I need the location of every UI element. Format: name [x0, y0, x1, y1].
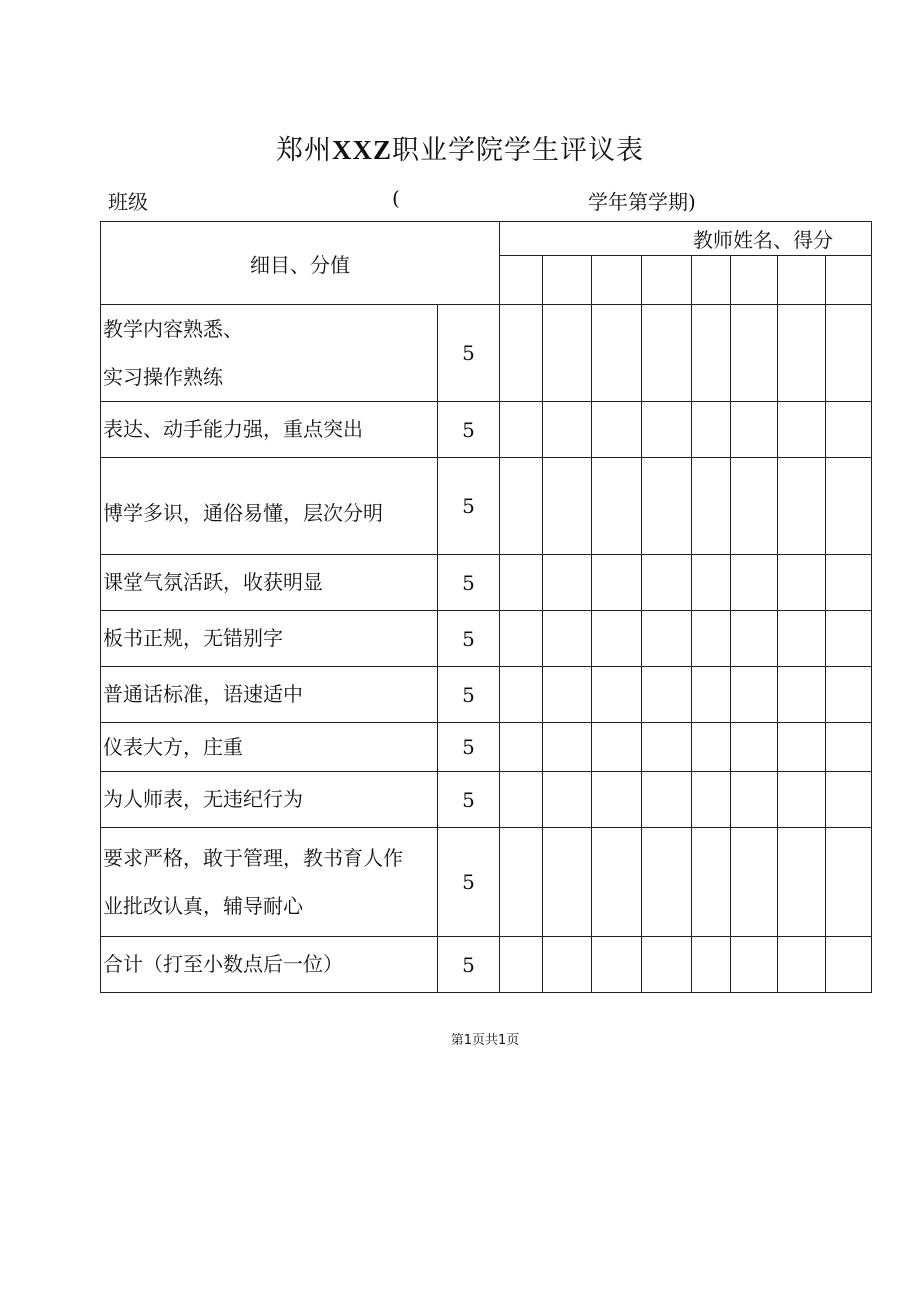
- item-cell: 课堂气氛活跃，收获明显: [101, 555, 438, 611]
- grade-cell[interactable]: [826, 555, 872, 611]
- grade-cell[interactable]: [543, 458, 592, 555]
- grade-cell[interactable]: [500, 667, 543, 723]
- grade-cell[interactable]: [592, 611, 642, 667]
- grade-cell[interactable]: [692, 402, 731, 458]
- total-item-cell: 合计（打至小数点后一位）: [101, 937, 438, 993]
- table-row: [101, 667, 872, 723]
- grade-cell[interactable]: [731, 458, 778, 555]
- teacher-name-cell[interactable]: [592, 256, 642, 305]
- grade-cell[interactable]: [543, 402, 592, 458]
- grade-cell[interactable]: [642, 402, 692, 458]
- page-number: 第1页共1页: [450, 1033, 520, 1048]
- score-cell: 5: [438, 305, 500, 402]
- score-cell: 5: [438, 555, 500, 611]
- grade-cell[interactable]: [500, 828, 543, 937]
- grade-cell[interactable]: [826, 667, 872, 723]
- item-cell: 板书正规，无错别字: [101, 611, 438, 667]
- grade-cell[interactable]: [592, 402, 642, 458]
- score-cell: 5: [438, 458, 500, 555]
- grade-cell[interactable]: [692, 937, 731, 993]
- grade-cell[interactable]: [731, 828, 778, 937]
- item-cell: 博学多识，通俗易懂，层次分明: [101, 458, 438, 555]
- grade-cell[interactable]: [692, 772, 731, 828]
- grade-cell[interactable]: [731, 723, 778, 772]
- grade-cell[interactable]: [642, 937, 692, 993]
- table-row: [101, 772, 872, 828]
- grade-cell[interactable]: [692, 723, 731, 772]
- grade-cell[interactable]: [642, 723, 692, 772]
- grade-cell[interactable]: [642, 305, 692, 402]
- grade-cell[interactable]: [642, 828, 692, 937]
- grade-cell[interactable]: [543, 723, 592, 772]
- table-row: [101, 828, 872, 937]
- teacher-name-cell[interactable]: [543, 256, 592, 305]
- grade-cell[interactable]: [692, 611, 731, 667]
- grade-cell[interactable]: [826, 937, 872, 993]
- term-label: 学年第学期): [588, 190, 696, 214]
- grade-cell[interactable]: [543, 611, 592, 667]
- grade-cell[interactable]: [778, 555, 826, 611]
- evaluation-table: [100, 221, 872, 993]
- grade-cell[interactable]: [731, 305, 778, 402]
- term-paren-open: (: [392, 186, 400, 210]
- table-row-total: [101, 937, 872, 993]
- grade-cell[interactable]: [778, 828, 826, 937]
- score-cell: 5: [438, 723, 500, 772]
- table-row: [101, 402, 872, 458]
- teacher-name-cell[interactable]: [692, 256, 731, 305]
- grade-cell[interactable]: [778, 402, 826, 458]
- table-row: [101, 611, 872, 667]
- grade-cell[interactable]: [826, 772, 872, 828]
- teacher-header: 教师姓名、得分: [500, 222, 872, 256]
- grade-cell[interactable]: [543, 555, 592, 611]
- grade-cell[interactable]: [731, 611, 778, 667]
- score-cell: 5: [438, 402, 500, 458]
- grade-cell[interactable]: [642, 458, 692, 555]
- teacher-name-cell[interactable]: [642, 256, 692, 305]
- class-label: 班级: [108, 190, 148, 214]
- grade-cell[interactable]: [692, 555, 731, 611]
- grade-cell[interactable]: [692, 667, 731, 723]
- grade-cell[interactable]: [826, 723, 872, 772]
- grade-cell[interactable]: [543, 937, 592, 993]
- grade-cell[interactable]: [592, 305, 642, 402]
- grade-cell[interactable]: [826, 458, 872, 555]
- grade-cell[interactable]: [692, 828, 731, 937]
- item-cell: 要求严格，敢于管理，教书育人作 业批改认真，辅导耐心: [101, 828, 438, 937]
- grade-cell[interactable]: [642, 772, 692, 828]
- grade-cell[interactable]: [731, 667, 778, 723]
- grade-cell[interactable]: [500, 723, 543, 772]
- grade-cell[interactable]: [778, 667, 826, 723]
- table-row: [101, 458, 872, 555]
- score-cell: 5: [438, 611, 500, 667]
- teacher-name-cell[interactable]: [500, 256, 543, 305]
- title-latin: XXZ: [331, 135, 392, 165]
- grade-cell[interactable]: [826, 611, 872, 667]
- table-row: [101, 723, 872, 772]
- grade-cell[interactable]: [731, 402, 778, 458]
- item-cell: 表达、动手能力强，重点突出: [101, 402, 438, 458]
- grade-cell[interactable]: [826, 828, 872, 937]
- grade-cell[interactable]: [826, 305, 872, 402]
- grade-cell[interactable]: [543, 667, 592, 723]
- item-cell: 普通话标准，语速适中: [101, 667, 438, 723]
- grade-cell[interactable]: [500, 305, 543, 402]
- grade-cell[interactable]: [543, 772, 592, 828]
- score-cell: 5: [438, 667, 500, 723]
- item-cell: 教学内容熟悉、 实习操作熟练: [101, 305, 438, 402]
- grade-cell[interactable]: [500, 611, 543, 667]
- score-cell: 5: [438, 772, 500, 828]
- page-title: 郑州XXZ职业学院学生评议表: [275, 135, 644, 166]
- grade-cell[interactable]: [500, 772, 543, 828]
- table-row: [101, 555, 872, 611]
- grade-cell[interactable]: [592, 772, 642, 828]
- teacher-name-cell[interactable]: [826, 256, 872, 305]
- score-cell: 5: [438, 828, 500, 937]
- grade-cell[interactable]: [592, 555, 642, 611]
- grade-cell[interactable]: [731, 772, 778, 828]
- grade-cell[interactable]: [731, 555, 778, 611]
- grade-cell[interactable]: [778, 772, 826, 828]
- table-row: [101, 305, 872, 402]
- grade-cell[interactable]: [500, 458, 543, 555]
- grade-cell[interactable]: [500, 555, 543, 611]
- teacher-name-cell[interactable]: [731, 256, 778, 305]
- grade-cell[interactable]: [592, 458, 642, 555]
- grade-cell[interactable]: [692, 305, 731, 402]
- grade-cell[interactable]: [592, 828, 642, 937]
- score-cell: 5: [438, 937, 500, 993]
- teacher-name-cell[interactable]: [778, 256, 826, 305]
- grade-cell[interactable]: [543, 305, 592, 402]
- item-header: 细目、分值: [101, 222, 500, 305]
- grade-cell[interactable]: [642, 667, 692, 723]
- grade-cell[interactable]: [592, 667, 642, 723]
- grade-cell[interactable]: [500, 937, 543, 993]
- grade-cell[interactable]: [778, 723, 826, 772]
- grade-cell[interactable]: [778, 937, 826, 993]
- grade-cell[interactable]: [826, 402, 872, 458]
- grade-cell[interactable]: [778, 611, 826, 667]
- grade-cell[interactable]: [543, 828, 592, 937]
- grade-cell[interactable]: [778, 458, 826, 555]
- grade-cell[interactable]: [642, 555, 692, 611]
- grade-cell[interactable]: [731, 937, 778, 993]
- item-cell: 仪表大方，庄重: [101, 723, 438, 772]
- grade-cell[interactable]: [500, 402, 543, 458]
- grade-cell[interactable]: [592, 937, 642, 993]
- grade-cell[interactable]: [778, 305, 826, 402]
- grade-cell[interactable]: [692, 458, 731, 555]
- grade-cell[interactable]: [592, 723, 642, 772]
- item-cell: 为人师表，无违纪行为: [101, 772, 438, 828]
- grade-cell[interactable]: [642, 611, 692, 667]
